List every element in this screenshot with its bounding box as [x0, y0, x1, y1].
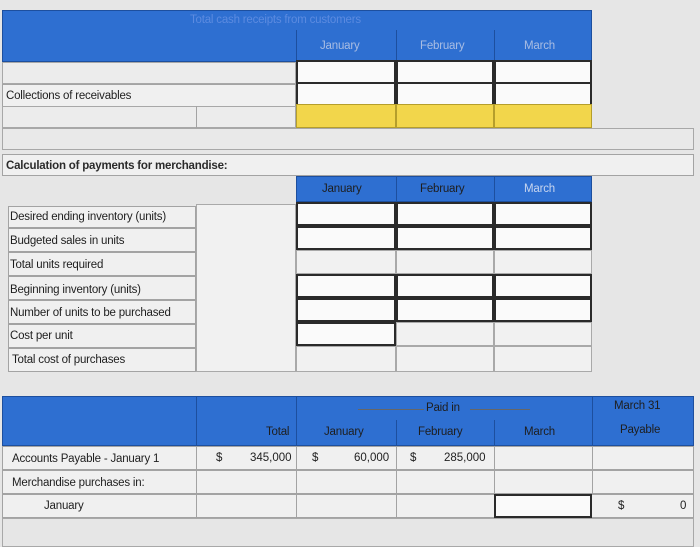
paid-in-label: Paid in [426, 402, 460, 414]
receipts-jan-blank-input[interactable] [296, 60, 396, 84]
receipts-blank-row [2, 62, 296, 84]
merch-divider-4 [494, 470, 495, 494]
payments-header-band [2, 396, 694, 446]
label-desired-ending: Desired ending inventory (units) [10, 211, 166, 223]
receipts-month-jan: January [320, 40, 360, 52]
merch-divider-2 [296, 470, 297, 494]
units-to-purchase-jan[interactable] [296, 298, 396, 322]
jan-payable-value: 0 [680, 500, 687, 512]
ap-label: Accounts Payable - January 1 [12, 453, 160, 465]
jan-divider-2 [296, 494, 297, 518]
purchases-header-divider-2 [494, 176, 495, 202]
receipts-divider-3 [494, 30, 495, 62]
beginning-inventory-jan[interactable] [296, 274, 396, 298]
ap-total-currency: $ [216, 452, 223, 464]
purchases-mid-column [196, 204, 296, 372]
merch-divider-1 [196, 470, 197, 494]
collections-jan-input[interactable] [296, 82, 396, 106]
total-cost-jan [296, 346, 396, 372]
jan-divider-3 [396, 494, 397, 518]
label-budgeted-sales: Budgeted sales in units [10, 235, 125, 247]
purchases-month-jan: January [322, 183, 362, 195]
purchases-month-mar: March [524, 183, 555, 195]
receipts-mar-blank-input[interactable] [494, 60, 592, 84]
receipts-divider-1 [296, 30, 297, 62]
receipts-divider-2 [396, 30, 397, 62]
ap-divider-4 [494, 446, 495, 470]
jan-purchases-label: January [44, 500, 84, 512]
receipts-total-jan[interactable] [296, 104, 396, 128]
merch-label: Merchandise purchases in: [12, 477, 145, 489]
receipts-month-feb: February [420, 40, 465, 52]
beginning-inventory-feb[interactable] [396, 274, 494, 298]
ap-divider-2 [296, 446, 297, 470]
ap-feb-currency: $ [410, 452, 417, 464]
receipts-total-feb[interactable] [396, 104, 494, 128]
payments-header-divider-e [592, 396, 593, 446]
ap-divider-3 [396, 446, 397, 470]
receipts-total-mar[interactable] [494, 104, 592, 128]
jan-purchases-march-input[interactable] [494, 494, 592, 518]
ap-total-value: 345,000 [250, 452, 292, 464]
purchases-header-divider-1 [396, 176, 397, 202]
label-total-units: Total units required [10, 259, 104, 271]
ap-divider-1 [196, 446, 197, 470]
payments-header-divider-d [494, 420, 495, 446]
jan-divider-1 [196, 494, 197, 518]
payable-label: Payable [620, 424, 661, 436]
units-to-purchase-feb[interactable] [396, 298, 494, 322]
collections-feb-input[interactable] [396, 82, 494, 106]
bottom-partial-row [2, 518, 694, 547]
payments-header-divider-c [396, 420, 397, 446]
cost-per-unit-feb [396, 322, 494, 346]
label-beginning-inventory: Beginning inventory (units) [10, 284, 141, 296]
payments-header-divider-b [296, 396, 297, 446]
label-units-to-purchase: Number of units to be purchased [10, 307, 171, 319]
receipts-month-mar: March [524, 40, 555, 52]
budgeted-sales-jan[interactable] [296, 226, 396, 250]
payments-feb-header: February [418, 426, 463, 438]
collections-label: Collections of receivables [6, 90, 132, 102]
paid-in-dash-right [470, 409, 530, 410]
purchases-title: Calculation of payments for merchandise: [6, 160, 228, 172]
label-total-cost: Total cost of purchases [12, 354, 126, 366]
ap-jan-value: 60,000 [354, 452, 390, 464]
ap-jan-currency: $ [312, 452, 319, 464]
total-units-jan [296, 250, 396, 274]
desired-ending-feb[interactable] [396, 202, 494, 226]
payments-mar-header: March [524, 426, 555, 438]
units-to-purchase-mar[interactable] [494, 298, 592, 322]
payments-total-header: Total [266, 426, 290, 438]
collections-mar-input[interactable] [494, 82, 592, 106]
jan-payable-currency: $ [618, 500, 625, 512]
receipts-total-divider [196, 106, 197, 128]
cost-per-unit-jan[interactable] [296, 322, 396, 346]
receipts-title: Total cash receipts from customers [190, 14, 361, 26]
ap-divider-5 [592, 446, 593, 470]
purchases-month-feb: February [420, 183, 465, 195]
receipts-total-row [2, 106, 296, 128]
budgeted-sales-mar[interactable] [494, 226, 592, 250]
desired-ending-jan[interactable] [296, 202, 396, 226]
payments-header-divider-a [196, 396, 197, 446]
receipts-feb-blank-input[interactable] [396, 60, 494, 84]
budgeted-sales-feb[interactable] [396, 226, 494, 250]
paid-in-dash-left [358, 409, 424, 410]
beginning-inventory-mar[interactable] [494, 274, 592, 298]
merch-divider-3 [396, 470, 397, 494]
ap-feb-value: 285,000 [444, 452, 486, 464]
cost-per-unit-mar [494, 322, 592, 346]
total-units-mar [494, 250, 592, 274]
total-units-feb [396, 250, 494, 274]
march31-label: March 31 [614, 400, 661, 412]
payments-jan-header: January [324, 426, 364, 438]
desired-ending-mar[interactable] [494, 202, 592, 226]
merch-divider-5 [592, 470, 593, 494]
spacer-row-1 [2, 128, 694, 150]
label-cost-per-unit: Cost per unit [10, 330, 73, 342]
total-cost-mar [494, 346, 592, 372]
total-cost-feb [396, 346, 494, 372]
